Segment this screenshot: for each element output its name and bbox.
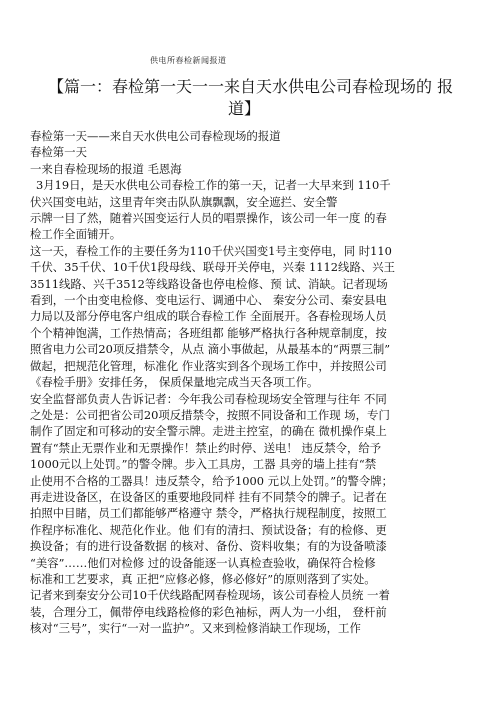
article-body [30, 128, 472, 637]
body-line: 装，合理分工，佩带停电线路检修的彩色袖标，两人为一小组， 登杆前 [30, 604, 387, 619]
body-line: 作程序标准化、规范化作业。他 们有的清扫、预试设备；有的检修、更 [30, 522, 387, 537]
article-title [48, 76, 468, 120]
body-line: 安全监督部负责人告诉记者：今年我公司春检现场安全管理与往年 不同 [30, 391, 387, 406]
body-line: 照省电力公司20项反措禁令，从点 滴小事做起，从最基本的“两票三制” [30, 342, 391, 357]
body-line: 做起，把规范化管理，标准化 作业落实到各个现场工作中，并按照公司 [30, 358, 387, 373]
body-line: 看到，一个由变电检修、变电运行、调通中心、 秦安分公司、秦安县电 [30, 293, 387, 308]
body-line: 标准和工艺要求，真 正把“应修必修，修必修好”的原则落到了实处。 [30, 571, 376, 586]
body-line: 之处是：公司把省公司20项反措禁令，按照不同设备和工作现 场，专门 [30, 407, 390, 422]
body-line: 记者来到秦安分公司10千伏线路配网春检现场，该公司春检人员统 一着 [30, 588, 390, 603]
body-line: 力局以及部分停电客户组成的联合春检工作 全面展开。各春检现场人员 [30, 309, 387, 324]
body-line: 一来自春检现场的报道 毛恩海 [30, 161, 182, 176]
body-line: 止使用不合格的工器具！违反禁令，给予1000 元以上处罚。”的警令牌； [30, 473, 394, 488]
body-line: “美容”……他们对检修 过的设备能逐一认真检查验收，确保符合检修 [30, 555, 376, 570]
body-line: 春检第一天——来自天水供电公司春检现场的报道 [30, 129, 281, 143]
title-line-2: 道】 [228, 99, 261, 118]
body-line: 示牌一目了然，随着兴国变运行人员的唱票操作，该公司一年一度 的春 [30, 211, 387, 226]
body-line: 3511线路、兴千3512等线路设备也停电检修、预 试、消缺。记者现场 [30, 276, 388, 291]
body-line: 拍照中目睹，员工们都能够严格遵守 禁令，严格执行规程制度，按照工 [30, 506, 387, 521]
body-line: 1000元以上处罚。”的警令牌。步入工具房，工器 具旁的墙上挂有“禁 [30, 457, 377, 472]
body-line: 伏兴国变电站，这里青年突击队队旗飘飘，安全遮拦、安全警 [30, 194, 338, 209]
body-line: 3月19日，是天水供电公司春检工作的第一天，记者一大早来到 110千 [36, 178, 391, 193]
body-line: 春检第一天 [30, 145, 87, 160]
title-line-1: 【篇一：春检第一天一一来自天水供电公司春检现场的 报 [48, 77, 454, 96]
body-line: 置有“禁止无票作业和无票操作！禁止约时停、送电！ 违反禁令，给予 [30, 440, 382, 455]
body-line: 检工作全面铺开。 [30, 227, 122, 242]
body-line: 换设备；有的进行设备数据 的核对、备份、资料收集；有的为设备喷漆 [30, 539, 387, 554]
body-line: 千伏、35千伏、10千伏1段母线、联母开关停电，兴秦 1112线路、兴王 [30, 260, 396, 275]
body-line: 这一天，春检工作的主要任务为110千伏兴国变1号主变停电，同 时110 [30, 243, 392, 258]
body-line: 《春检手册》安排任务， 保质保量地完成当天各项工作。 [30, 375, 319, 390]
body-line: 个个精神饱满，工作热情高；各班组都 能够严格执行各种规章制度，按 [30, 325, 387, 340]
body-line: 核对“三号”，实行“一对一监护”。又来到检修消缺工作现场，工作 [30, 621, 361, 636]
body-line: 再走进设备区，在设备区的重要地段同样 挂有不同禁令的牌子。记者在 [30, 489, 387, 504]
header-note: 供电所春检新闻报道 [150, 56, 227, 65]
body-line: 制作了固定和可移动的安全警示牌。走进主控室，的确在 微机操作桌上 [30, 424, 387, 439]
